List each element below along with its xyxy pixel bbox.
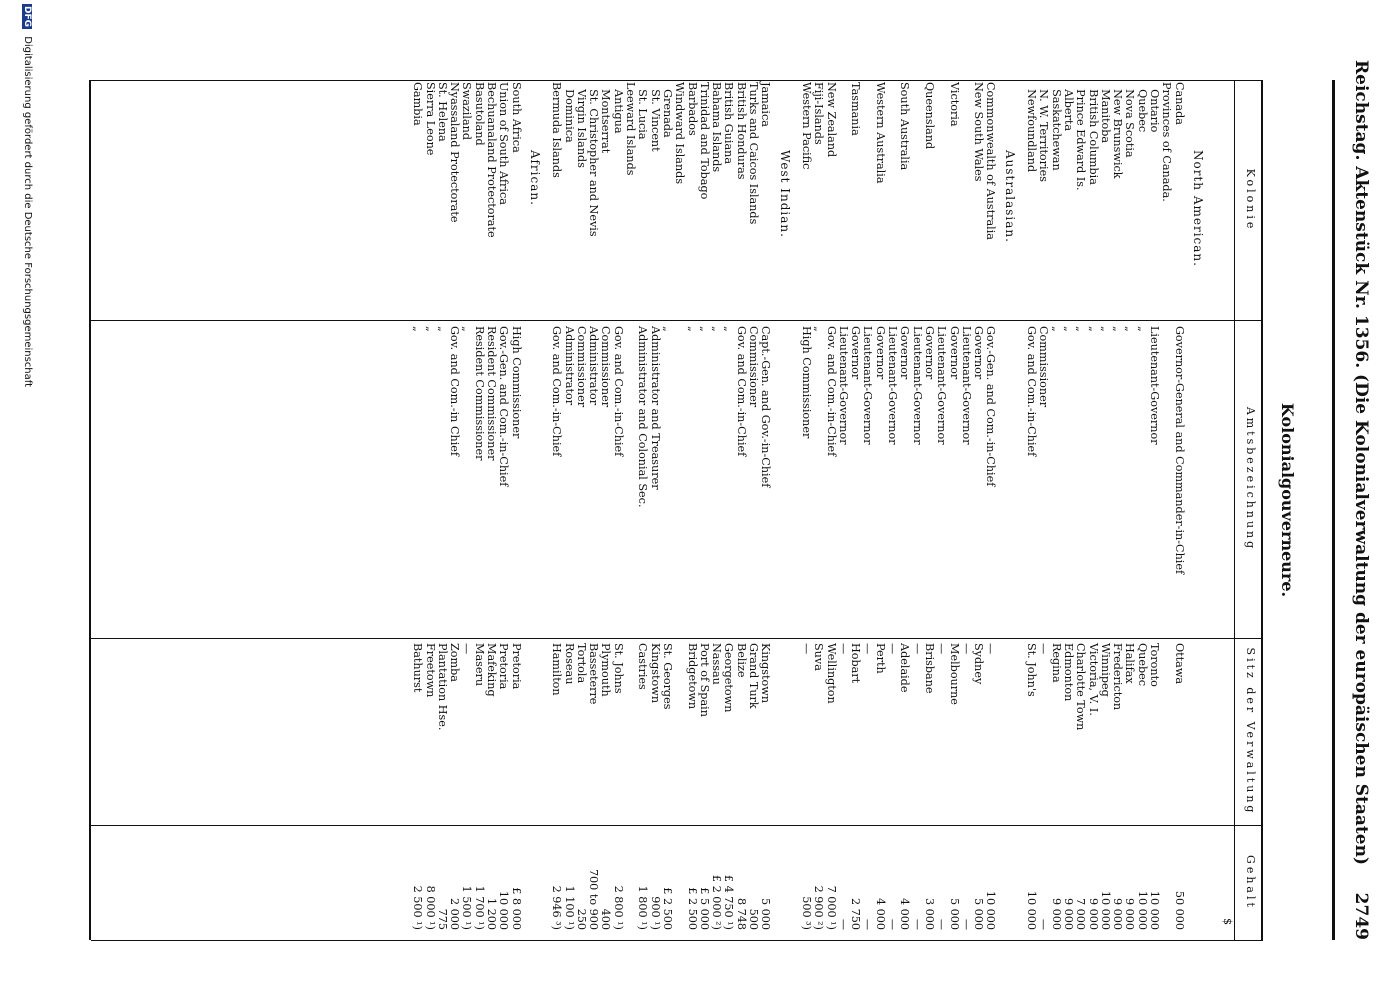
seat-cell: Adelaide — [898, 643, 912, 693]
seat-cell: Tortola — [574, 643, 588, 684]
title-cell: Gov. and Com.-in-Chief — [550, 326, 564, 457]
salary-cell: 4 000 — [873, 897, 887, 930]
title-cell: Commissioner — [747, 326, 761, 408]
section-heading: African. — [528, 150, 542, 206]
salary-cell: 10 000 — [1098, 890, 1112, 930]
colony-cell: Sierra Leone — [423, 82, 437, 156]
title-cell: Governor — [923, 326, 936, 380]
title-cell: Lieutenant-Governor — [910, 326, 924, 445]
colony-cell: Western Australia — [873, 82, 887, 184]
title-cell: Commissioner — [574, 326, 588, 408]
colony-cell: Provinces of Canada. — [1160, 82, 1174, 202]
column-divider — [91, 80, 1263, 81]
seat-cell: Regina — [1049, 643, 1063, 683]
section-heading: Australasian. — [1002, 150, 1017, 243]
colony-cell: British Guiana — [722, 82, 736, 164]
colony-cell: St. Christopher and Nevis — [587, 82, 601, 237]
salary-cell: — — [910, 918, 924, 930]
title-cell: „ — [411, 326, 425, 332]
salary-cell: 2 500 ¹) — [411, 885, 425, 930]
currency-symbol: $ — [1221, 918, 1234, 926]
seat-cell: Hamilton — [550, 643, 564, 696]
seat-cell: — — [800, 643, 813, 655]
colony-cell: Turks and Caicos Islands — [747, 82, 761, 225]
title-cell: Gov. and Com.-in-Chief — [611, 326, 625, 457]
seat-cell: — — [460, 643, 474, 655]
title-cell: Gov.-Gen. and Com.-in-Chief — [984, 326, 998, 487]
colony-cell: Bermuda Islands — [550, 82, 564, 178]
seat-cell: Quebec — [1135, 643, 1149, 687]
table-top-rule — [1261, 80, 1263, 940]
title-cell: „ — [1074, 326, 1088, 332]
salary-cell: 900 ¹) — [648, 896, 662, 930]
seat-cell: Grand Turk — [747, 643, 761, 709]
colony-cell: South Africa — [509, 82, 523, 153]
salary-cell: — — [935, 918, 949, 930]
title-cell: Resident Commissioner — [485, 326, 499, 461]
colony-cell: New South Wales — [972, 82, 986, 182]
seat-cell: Plantation Hse. — [435, 643, 449, 731]
header-rule — [1332, 80, 1335, 940]
seat-cell: Pretoria — [509, 643, 523, 690]
section-heading: West Indian. — [777, 150, 792, 238]
seat-cell: Sydney — [972, 643, 986, 685]
title-cell: High Commissioner — [509, 326, 523, 439]
colony-cell: Queensland — [923, 82, 936, 150]
column-header-colony: Kolonie — [1244, 168, 1257, 232]
title-cell: Governor — [947, 326, 961, 380]
title-cell: „ — [1123, 326, 1137, 332]
seat-cell: Fredericton — [1111, 643, 1125, 711]
colony-cell: St. Helena — [435, 82, 449, 142]
salary-cell: £ 2 500 — [685, 887, 699, 930]
seat-cell: Wellington — [824, 643, 838, 704]
title-cell: „ — [697, 326, 711, 332]
title-cell: Lieutenant-Governor — [935, 326, 949, 445]
page-header — [1341, 60, 1375, 940]
title-cell: „ — [1111, 326, 1125, 332]
dfg-logo: DFG — [22, 6, 32, 28]
title-cell: „ — [1049, 326, 1063, 332]
title-cell: Gov. and Com.-in-Chief — [1025, 326, 1039, 457]
colony-cell: South Australia — [898, 82, 912, 171]
seat-cell: Plymouth — [599, 643, 613, 697]
seat-cell: Pretoria — [497, 643, 511, 690]
title-cell: „ — [710, 326, 724, 332]
title-cell: Lieutenant-Governor — [861, 326, 875, 445]
salary-cell: 10 000 — [497, 890, 511, 930]
seat-cell: Perth — [873, 643, 887, 674]
salary-cell: 5 000 — [759, 897, 773, 930]
footer-text: Digitalisierung gefördert durch die Deutsche Forschungsgemeinschaft — [22, 36, 33, 388]
salary-cell: 5 000 — [972, 897, 986, 930]
colony-cell: British Columbia — [1086, 82, 1100, 185]
title-cell: „ — [722, 326, 736, 332]
salary-cell: 1 700 ¹) — [472, 885, 486, 930]
colony-cell: New Zealand — [824, 82, 838, 158]
title-cell: Gov. and Com.-in Chief — [448, 326, 462, 457]
title-cell: „ — [685, 326, 699, 332]
title-cell: Gov. and Com.-in-Chief — [734, 326, 748, 457]
colony-cell: Union of South Africa — [497, 82, 511, 205]
column-header-title: Amtsbezeichnung — [1244, 406, 1257, 552]
seat-cell: Nassau — [710, 643, 724, 685]
colony-cell: Basutoland — [472, 82, 486, 146]
title-cell: Administrator — [587, 326, 601, 406]
seat-cell: — — [910, 643, 924, 655]
column-divider — [91, 320, 1263, 321]
colony-cell: Swaziland — [460, 82, 474, 140]
salary-cell: 2 900 ²) — [812, 885, 826, 930]
seat-cell: Kingstown — [759, 643, 773, 704]
title-cell: „ — [661, 326, 674, 332]
salary-cell: £ 2 500 — [661, 887, 674, 930]
colony-cell: Antigua — [611, 82, 625, 134]
colony-cell: Bahama Islands — [710, 82, 724, 173]
seat-cell: — — [984, 643, 998, 655]
colony-cell: Gambia — [411, 82, 425, 126]
title-cell: Gov.-Gen. and Com.-in-Chief — [497, 326, 511, 487]
seat-cell: Brisbane — [923, 643, 936, 694]
colony-cell: Nyassaland Protectorate — [448, 82, 462, 223]
salary-cell: 700 to 900 — [587, 868, 601, 930]
salary-cell: 9 000 — [1111, 897, 1125, 930]
salary-cell: 10 000 — [984, 890, 998, 930]
seat-cell: Suva — [812, 643, 826, 671]
salary-cell: — — [861, 918, 875, 930]
title-cell: High Commissioner — [800, 326, 813, 439]
salary-cell: 1 200 — [485, 897, 499, 930]
seat-cell: Charlotte Town — [1074, 643, 1088, 731]
title-cell: „ — [460, 326, 474, 332]
seat-cell: Port of Spain — [697, 643, 711, 717]
colony-cell: St. Vincent — [648, 82, 662, 152]
colony-cell: Canada — [1172, 82, 1186, 125]
title-cell: Administrator — [562, 326, 576, 406]
salary-cell: 2 946 ³) — [550, 885, 564, 930]
column-divider — [91, 638, 1263, 639]
seat-cell: Basseterre — [587, 643, 601, 705]
salary-cell: £ 2 000 ²) — [710, 874, 724, 930]
title-cell: Governor-General and Commander-in-Chief — [1172, 326, 1186, 575]
title-cell: „ — [1135, 326, 1149, 332]
table-title: Kolonialgouverneure. — [1278, 402, 1297, 598]
salary-cell: 5 000 — [947, 897, 961, 930]
colony-cell: Commonwealth of Australia — [984, 82, 998, 240]
title-cell: „ — [1098, 326, 1112, 332]
colony-cell: St. Lucia — [636, 82, 650, 140]
colony-cell: Jamaica — [759, 82, 773, 127]
title-cell: Commissioner — [599, 326, 613, 408]
seat-cell: St. Georges — [661, 643, 674, 710]
column-header-seat: Sitz der Verwaltung — [1244, 647, 1257, 816]
title-cell: „ — [1062, 326, 1075, 332]
colony-cell: Barbados — [685, 82, 699, 136]
salary-cell: 400 — [599, 908, 613, 930]
seat-cell: Winnipeg — [1098, 643, 1112, 697]
salary-cell: 7 000 — [1074, 897, 1088, 930]
salary-cell: — — [959, 918, 973, 930]
title-cell: Capt.-Gen. and Gov.-in-Chief — [759, 326, 773, 488]
title-cell: Governor — [849, 326, 863, 380]
seat-cell: Maseru — [472, 643, 486, 687]
colony-cell: Trinidad and Tobago — [697, 82, 711, 200]
seat-cell: — — [836, 643, 850, 655]
seat-cell: St. John's — [1025, 643, 1039, 697]
colony-cell: Virgin Islands — [574, 82, 588, 168]
colony-cell: Fiji-Islands — [812, 82, 826, 145]
title-cell: Gov. and Com.-in-Chief — [824, 326, 838, 457]
salary-cell: 2 000 — [448, 897, 462, 930]
salary-cell: 2 800 ¹) — [611, 885, 625, 930]
title-cell: „ — [812, 326, 826, 332]
colony-cell: Saskatchewan — [1049, 82, 1063, 171]
salary-cell: 775 — [435, 908, 449, 930]
title-cell: Governor — [873, 326, 887, 380]
salary-cell: 10 000 — [1148, 890, 1162, 930]
colony-cell: Manitoba — [1098, 82, 1112, 144]
seat-cell: Castries — [636, 643, 650, 690]
section-heading: North American. — [1191, 150, 1205, 267]
salary-cell: 250 — [574, 908, 588, 930]
title-cell: Lieutenant-Governor — [959, 326, 973, 445]
colony-cell: Tasmania — [849, 82, 863, 136]
salary-cell: 1 800 ¹) — [636, 885, 650, 930]
colony-cell: Windward Islands — [673, 82, 687, 185]
seat-cell: — — [959, 643, 973, 655]
salary-cell: 1 500 ¹) — [460, 885, 474, 930]
colony-cell: Quebec — [1135, 82, 1149, 133]
colony-cell: New Brunswick — [1111, 82, 1125, 179]
salary-cell: 9 000 — [1123, 897, 1137, 930]
title-cell: Governor — [898, 326, 912, 380]
seat-cell: Zomba — [448, 643, 462, 682]
column-divider — [91, 940, 1263, 941]
title-cell: Administrator and Colonial Sec. — [636, 326, 650, 508]
colony-cell: Victoria — [947, 82, 961, 127]
page-number: 2749 — [1351, 892, 1371, 940]
column-divider — [91, 825, 1263, 826]
colony-cell: Alberta — [1062, 82, 1075, 132]
seat-cell: Georgetown — [722, 643, 736, 713]
title-cell: „ — [1086, 326, 1100, 332]
title-cell: Commissioner — [1037, 326, 1051, 408]
salary-cell: 8 000 ¹) — [423, 885, 437, 930]
colony-cell: Montserrat — [599, 82, 613, 154]
header-title: Reichstag. Aktenstück Nr. 1356. (Die Kolonialverwaltung der europäischen Staaten) — [1351, 60, 1371, 865]
title-cell: Lieutenant-Governor — [836, 326, 850, 445]
seat-cell: Ottawa — [1172, 643, 1186, 685]
colony-cell: N. W. Territories — [1037, 82, 1051, 182]
salary-cell: 1 100 ¹) — [562, 885, 576, 930]
seat-cell: — — [935, 643, 949, 655]
salary-cell: 10 000 — [1135, 890, 1149, 930]
colony-cell: Western Pacific — [800, 82, 813, 170]
title-cell: „ — [423, 326, 437, 332]
seat-cell: Belize — [734, 643, 748, 678]
seat-cell: St. Johns — [611, 643, 625, 694]
seat-cell: Edmonton — [1062, 643, 1075, 702]
salary-cell: 9 000 — [1086, 897, 1100, 930]
salary-cell: 9 000 — [1049, 897, 1063, 930]
title-cell: Lieutenant-Governor — [1148, 326, 1162, 445]
salary-cell: £ 4 750 ¹) — [722, 874, 736, 930]
colony-cell: Leeward Islands — [624, 82, 638, 176]
seat-cell: — — [1037, 643, 1051, 655]
salary-cell: 500 ³) — [800, 896, 813, 930]
seat-cell: — — [861, 643, 875, 655]
page-footer — [22, 4, 33, 994]
salary-cell: — — [886, 918, 900, 930]
salary-cell: 2 750 — [849, 897, 863, 930]
colony-cell: Nova Scotia — [1123, 82, 1137, 158]
colony-cell: Newfoundland — [1025, 82, 1039, 173]
salary-cell: — — [1037, 918, 1051, 930]
column-header-salary: Gehalt — [1244, 855, 1257, 910]
salary-cell: 10 000 — [1025, 890, 1039, 930]
salary-cell: £ 5 000 — [697, 887, 711, 930]
seat-cell: — — [886, 643, 900, 655]
colony-cell: Prince Edward Is. — [1074, 82, 1088, 191]
colony-cell: Grenada — [661, 82, 674, 138]
seat-cell: Bridgetown — [685, 643, 699, 710]
seat-cell: Halifax — [1123, 643, 1137, 684]
seat-cell: Hobart — [849, 643, 863, 684]
table-head-rule — [1234, 80, 1235, 940]
title-cell: Resident Commissioner — [472, 326, 486, 461]
seat-cell: Roseau — [562, 643, 576, 685]
title-cell: Administrator and Treasurer — [648, 326, 662, 490]
colony-cell: Ontario — [1148, 82, 1162, 133]
seat-cell: Freetown — [423, 643, 437, 698]
seat-cell: Kingstown — [648, 643, 662, 704]
salary-cell: 4 000 — [898, 897, 912, 930]
title-cell: Governor — [972, 326, 986, 380]
colony-cell: Bechuanaland Protectorate — [485, 82, 499, 238]
seat-cell: Bathurst — [411, 643, 425, 693]
salary-cell: — — [836, 918, 850, 930]
colony-cell: Dominica — [562, 82, 576, 143]
seat-cell: Toronto — [1148, 643, 1162, 687]
salary-cell: 3 000 — [923, 897, 936, 930]
seat-cell: Victoria, V. I. — [1086, 643, 1100, 716]
salary-cell: 500 — [747, 908, 761, 930]
salary-cell: 8 748 — [734, 897, 748, 930]
seat-cell: Melbourne — [947, 643, 961, 705]
seat-cell: Mafeking — [485, 643, 499, 697]
table-bottom-rule — [89, 80, 91, 940]
salary-cell: 7 000 ¹) — [824, 885, 838, 930]
salary-cell: 50 000 — [1172, 890, 1186, 930]
title-cell: „ — [435, 326, 449, 332]
title-cell: Lieutenant-Governor — [886, 326, 900, 445]
colony-cell: British Honduras — [734, 82, 748, 180]
salary-cell: 9 000 — [1062, 897, 1075, 930]
salary-cell: £ 8 000 — [509, 887, 523, 930]
